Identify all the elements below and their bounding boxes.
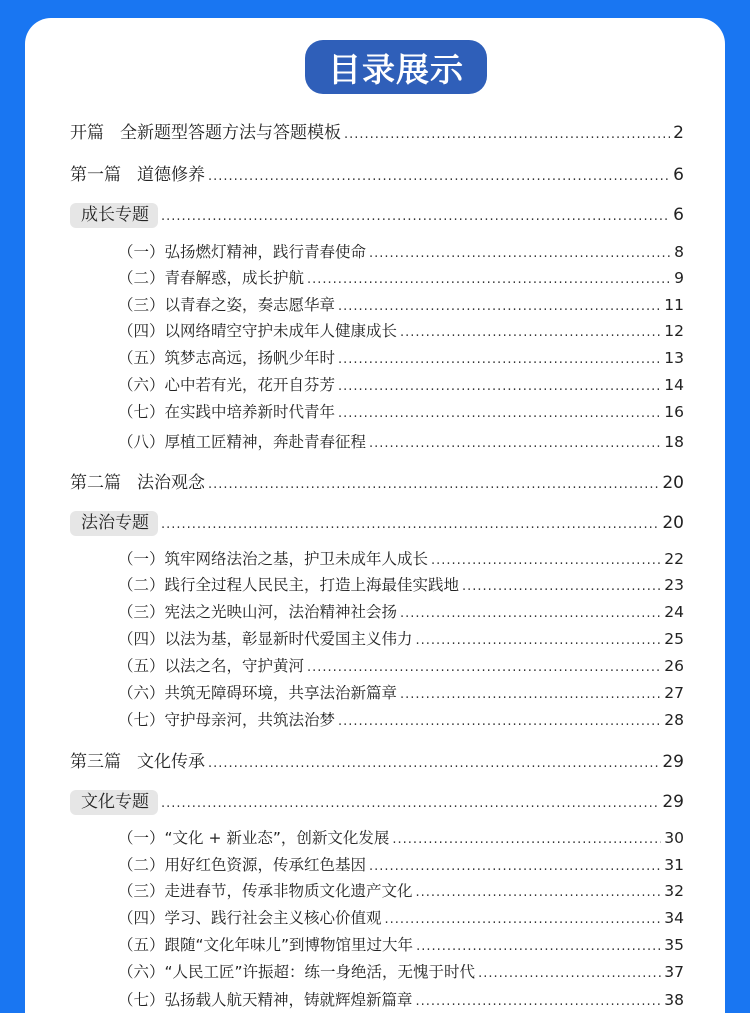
dot-leader	[416, 885, 662, 900]
toc-part-label	[70, 747, 205, 772]
toc-part-title: 法治观念	[137, 473, 205, 493]
toc-sub-entry	[118, 373, 684, 395]
toc-topic-entry	[70, 508, 684, 533]
toc-sub-label: （一）“文化 + 新业态”，创新文化发展	[118, 829, 390, 847]
toc-sub-label: （五）跟随“文化年味儿”到博物馆里过大年	[118, 936, 414, 954]
dot-leader	[400, 606, 661, 621]
dot-leader	[307, 272, 671, 287]
toc-topic-label	[70, 787, 158, 812]
toc-sub-entry	[118, 430, 684, 452]
dot-leader	[338, 406, 661, 421]
toc-sub-label: （六）“人民工匠”许振超：练一身绝活，无愧于时代	[118, 963, 476, 981]
dot-leader	[338, 352, 661, 367]
toc-part-title: 全新题型答题方法与答题模板	[120, 123, 341, 143]
toc-sub-entry	[118, 346, 684, 368]
topic-badge: 成长专题	[70, 203, 158, 228]
dot-leader	[208, 756, 659, 771]
page-number: 14	[664, 376, 684, 394]
dot-leader	[307, 660, 661, 675]
topic-badge: 法治专题	[70, 511, 158, 536]
dot-leader	[369, 859, 661, 874]
dot-leader	[392, 832, 661, 847]
page-number: 22	[664, 550, 684, 568]
toc-sub-entry	[118, 240, 684, 262]
page-number: 28	[664, 711, 684, 729]
toc-sub-label: （四）以法为基，彰显新时代爱国主义伟力	[118, 630, 413, 648]
dot-leader	[161, 796, 659, 811]
toc-sub-entry	[118, 826, 684, 848]
dot-leader	[369, 436, 661, 451]
toc-part-label	[70, 118, 341, 143]
page-number: 27	[664, 684, 684, 702]
toc-part-entry	[70, 468, 684, 493]
toc-part-label	[70, 160, 205, 185]
toc-sub-label: （三）宪法之光映山河，法治精神社会扬	[118, 603, 398, 621]
toc-part-number: 第三篇	[70, 752, 121, 772]
dot-leader	[338, 379, 661, 394]
dot-leader	[344, 127, 670, 142]
page-number: 29	[662, 792, 684, 812]
dot-leader	[400, 687, 661, 702]
toc-sub-label: （七）在实践中培养新时代青年	[118, 403, 336, 421]
page-number: 8	[674, 243, 684, 261]
toc-sub-entry	[118, 319, 684, 341]
toc-sub-entry	[118, 627, 684, 649]
page-number: 13	[664, 349, 684, 367]
toc-sub-entry	[118, 708, 684, 730]
toc-part-title: 道德修养	[137, 165, 205, 185]
dot-leader	[338, 299, 661, 314]
dot-leader	[385, 912, 662, 927]
dot-leader	[369, 246, 671, 261]
toc-sub-label: （一）筑牢网络法治之基，护卫未成年人成长	[118, 550, 429, 568]
page-number: 20	[662, 513, 684, 533]
page-number: 38	[664, 991, 684, 1009]
page-number: 30	[664, 829, 684, 847]
toc-sub-entry	[118, 853, 684, 875]
toc-part-number: 第一篇	[70, 165, 121, 185]
dot-leader	[208, 477, 659, 492]
page-number: 32	[664, 882, 684, 900]
toc-part-entry	[70, 747, 684, 772]
toc-sub-entry	[118, 960, 684, 982]
page-number: 29	[662, 752, 684, 772]
toc-topic-entry	[70, 200, 684, 225]
content-card	[25, 18, 725, 1013]
toc-sub-entry	[118, 988, 684, 1010]
toc-sub-entry	[118, 933, 684, 955]
page-number: 24	[664, 603, 684, 621]
page-number: 12	[664, 322, 684, 340]
toc-topic-entry	[70, 787, 684, 812]
toc-part-label	[70, 468, 205, 493]
toc-topic-label	[70, 200, 158, 225]
toc-sub-label: （六）共筑无障碍环境，共享法治新篇章	[118, 684, 398, 702]
page-number: 31	[664, 856, 684, 874]
toc-sub-label: （七）守护母亲河，共筑法治梦	[118, 711, 336, 729]
toc-sub-entry	[118, 293, 684, 315]
toc-sub-label: （四）学习、践行社会主义核心价值观	[118, 909, 382, 927]
page-number: 9	[674, 269, 684, 287]
dot-leader	[161, 517, 659, 532]
toc-sub-label: （四）以网络晴空守护未成年人健康成长	[118, 322, 398, 340]
toc-sub-label: （七）弘扬载人航天精神，铸就辉煌新篇章	[118, 991, 413, 1009]
toc-sub-entry	[118, 573, 684, 595]
dot-leader	[431, 553, 661, 568]
dot-leader	[462, 579, 661, 594]
page-number: 11	[664, 296, 684, 314]
page-number: 37	[664, 963, 684, 981]
toc-part-number: 第二篇	[70, 473, 121, 493]
dot-leader	[416, 633, 662, 648]
page-number: 25	[664, 630, 684, 648]
topic-badge: 文化专题	[70, 790, 158, 815]
page-number: 2	[673, 123, 684, 143]
page-number: 6	[673, 205, 684, 225]
dot-leader	[400, 325, 661, 340]
page-number: 20	[662, 473, 684, 493]
toc-sub-label: （二）用好红色资源，传承红色基因	[118, 856, 367, 874]
toc-sub-entry	[118, 400, 684, 422]
toc-sub-entry	[118, 654, 684, 676]
dot-leader	[478, 966, 661, 981]
toc-sub-label: （三）走进春节，传承非物质文化遗产文化	[118, 882, 413, 900]
dot-leader	[161, 209, 670, 224]
dot-leader	[416, 994, 662, 1009]
toc-part-number: 开篇	[70, 123, 104, 143]
page-title: 目录展示	[305, 40, 487, 94]
page-number: 6	[673, 165, 684, 185]
toc-sub-label: （八）厚植工匠精神，奔赴青春征程	[118, 433, 367, 451]
dot-leader	[208, 169, 670, 184]
toc-part-entry	[70, 118, 684, 143]
toc-sub-label: （六）心中若有光，花开自芬芳	[118, 376, 336, 394]
toc-sub-entry	[118, 266, 684, 288]
toc-sub-entry	[118, 681, 684, 703]
dot-leader	[338, 714, 661, 729]
page-number: 16	[664, 403, 684, 421]
toc-sub-label: （一）弘扬燃灯精神，践行青春使命	[118, 243, 367, 261]
toc-part-entry	[70, 160, 684, 185]
page-number: 23	[664, 576, 684, 594]
dot-leader	[416, 939, 661, 954]
toc-sub-label: （二）青春解惑，成长护航	[118, 269, 305, 287]
toc-sub-entry	[118, 879, 684, 901]
page-number: 34	[664, 909, 684, 927]
toc-sub-label: （二）践行全过程人民民主，打造上海最佳实践地	[118, 576, 460, 594]
toc-sub-entry	[118, 547, 684, 569]
toc-sub-entry	[118, 906, 684, 928]
toc-part-title: 文化传承	[137, 752, 205, 772]
page-number: 18	[664, 433, 684, 451]
page-number: 35	[664, 936, 684, 954]
toc-sub-label: （五）筑梦志高远，扬帆少年时	[118, 349, 336, 367]
toc-topic-label	[70, 508, 158, 533]
toc-sub-entry	[118, 600, 684, 622]
toc-sub-label: （三）以青春之姿，奏志愿华章	[118, 296, 336, 314]
page-number: 26	[664, 657, 684, 675]
toc-sub-label: （五）以法之名，守护黄河	[118, 657, 305, 675]
